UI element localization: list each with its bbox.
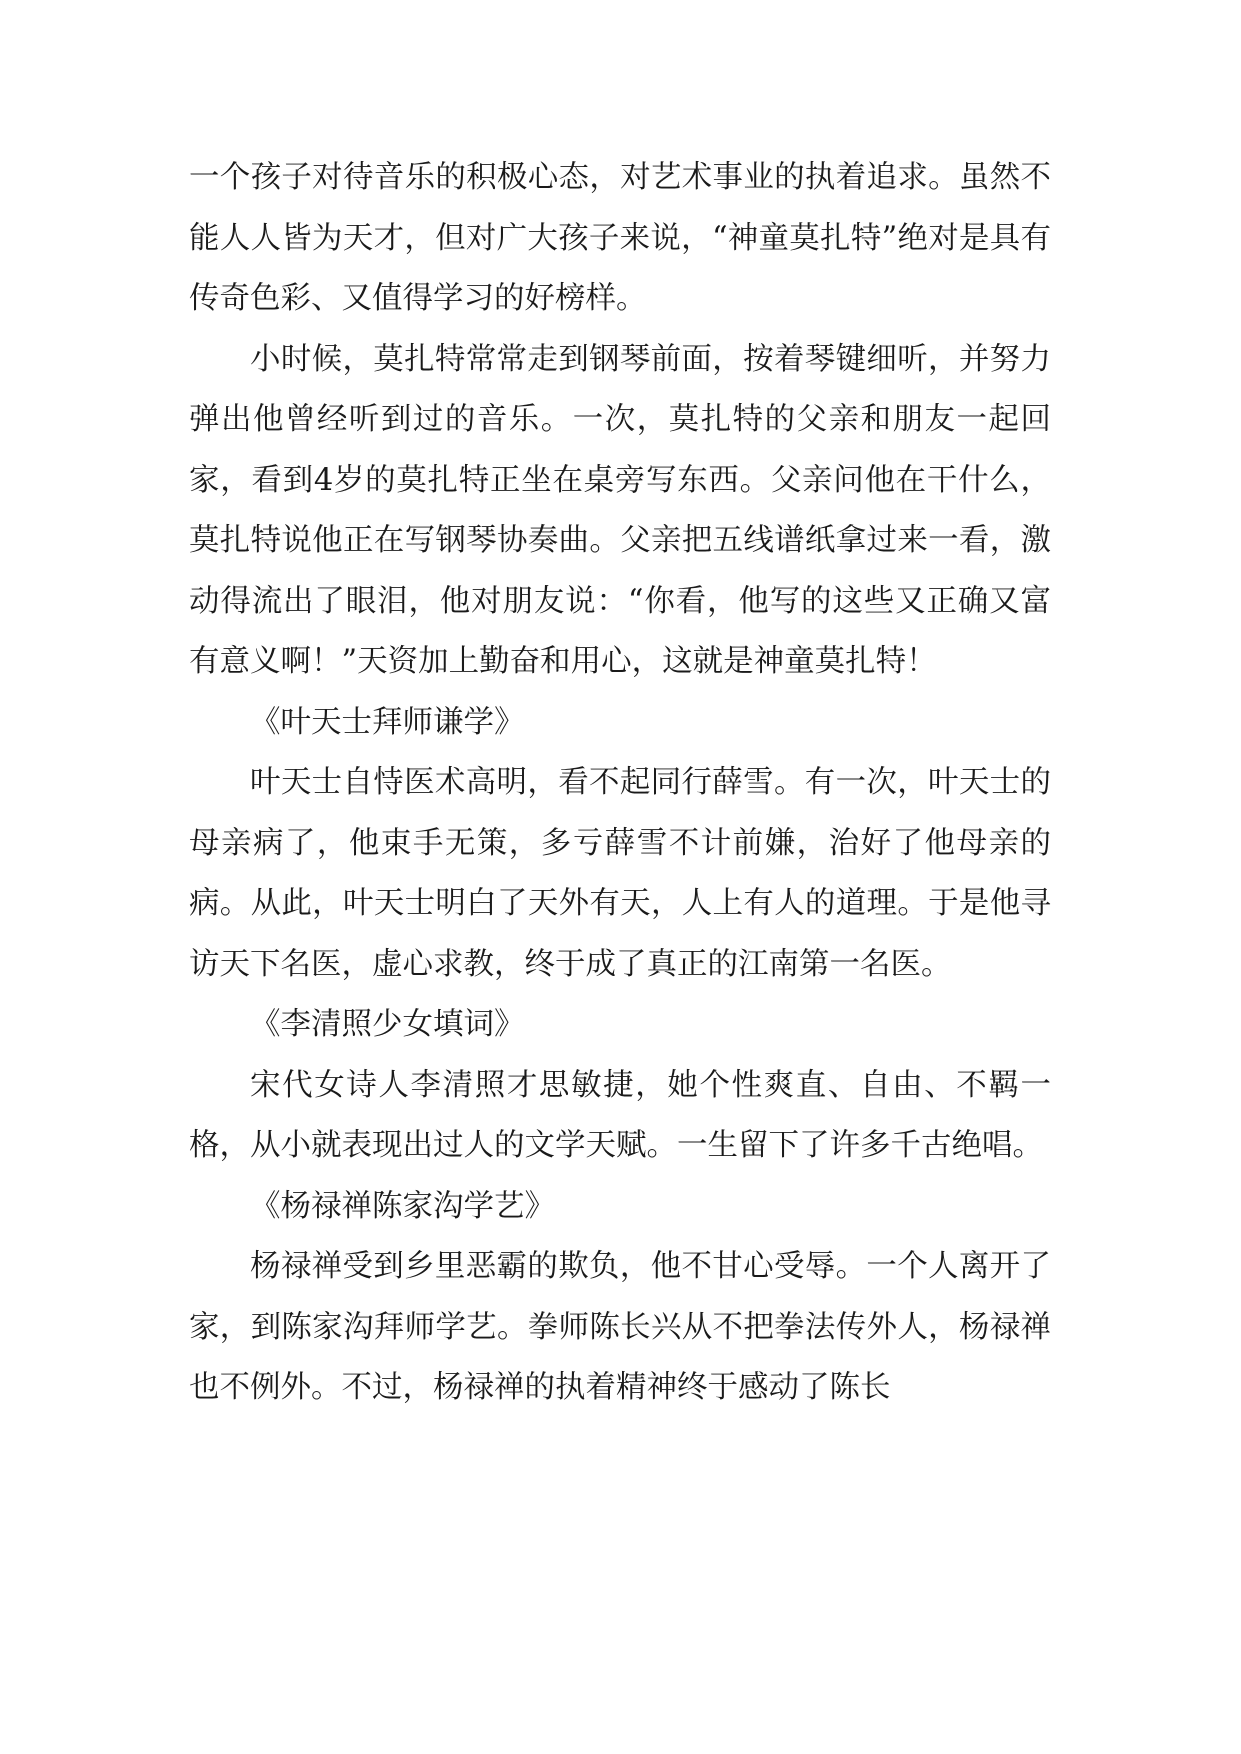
paragraph-yang-luchan: 杨禄禅受到乡里恶霸的欺负，他不甘心受辱。一个人离开了家，到陈家沟拜师学艺。拳师陈长兴从不把拳法传外人，杨禄禅也不例外。不过，杨禄禅的执着精神终于感动了陈长 — [189, 1249, 1051, 1405]
paragraph-li-qingzhao: 宋代女诗人李清照才思敏捷，她个性爽直、自由、不羁一格，从小就表现出过人的文学天赋。一生留下了许多千古绝唱。 — [189, 1067, 1051, 1163]
document-body — [189, 148, 1051, 1419]
paragraph-ye-tianshi: 叶天士自恃医术高明，看不起同行薛雪。有一次，叶天士的母亲病了，他束手无策，多亏薛雪不计前嫌，治好了他母亲的病。从此，叶天士明白了天外有天，人上有人的道理。于是他寻访天下名医，虚心求教，终于成了真正的江南第一名医。 — [189, 765, 1051, 982]
paragraph-mozart-intro: 一个孩子对待音乐的积极心态，对艺术事业的执着追求。虽然不能人人皆为天才，但对广大孩子来说，“神童莫扎特”绝对是具有传奇色彩、又值得学习的好榜样。 — [189, 160, 1051, 316]
heading-yang-luchan: 《杨禄禅陈家沟学艺》 — [250, 1188, 555, 1224]
paragraph-mozart-story: 小时候，莫扎特常常走到钢琴前面，按着琴键细听，并努力弹出他曾经听到过的音乐。一次，莫扎特的父亲和朋友一起回家，看到4岁的莫扎特正坐在桌旁写东西。父亲问他在干什么，莫扎特说他正在写钢琴协奏曲。父亲把五线谱纸拿过来一看，激动得流出了眼泪，他对朋友说：“你看，他写的这些又正确又富有意义啊！”天资加上勤奋和用心，这就是神童莫扎特！ — [189, 341, 1051, 679]
heading-ye-tianshi: 《叶天士拜师谦学》 — [250, 704, 525, 740]
heading-li-qingzhao: 《李清照少女填词》 — [250, 1007, 525, 1042]
